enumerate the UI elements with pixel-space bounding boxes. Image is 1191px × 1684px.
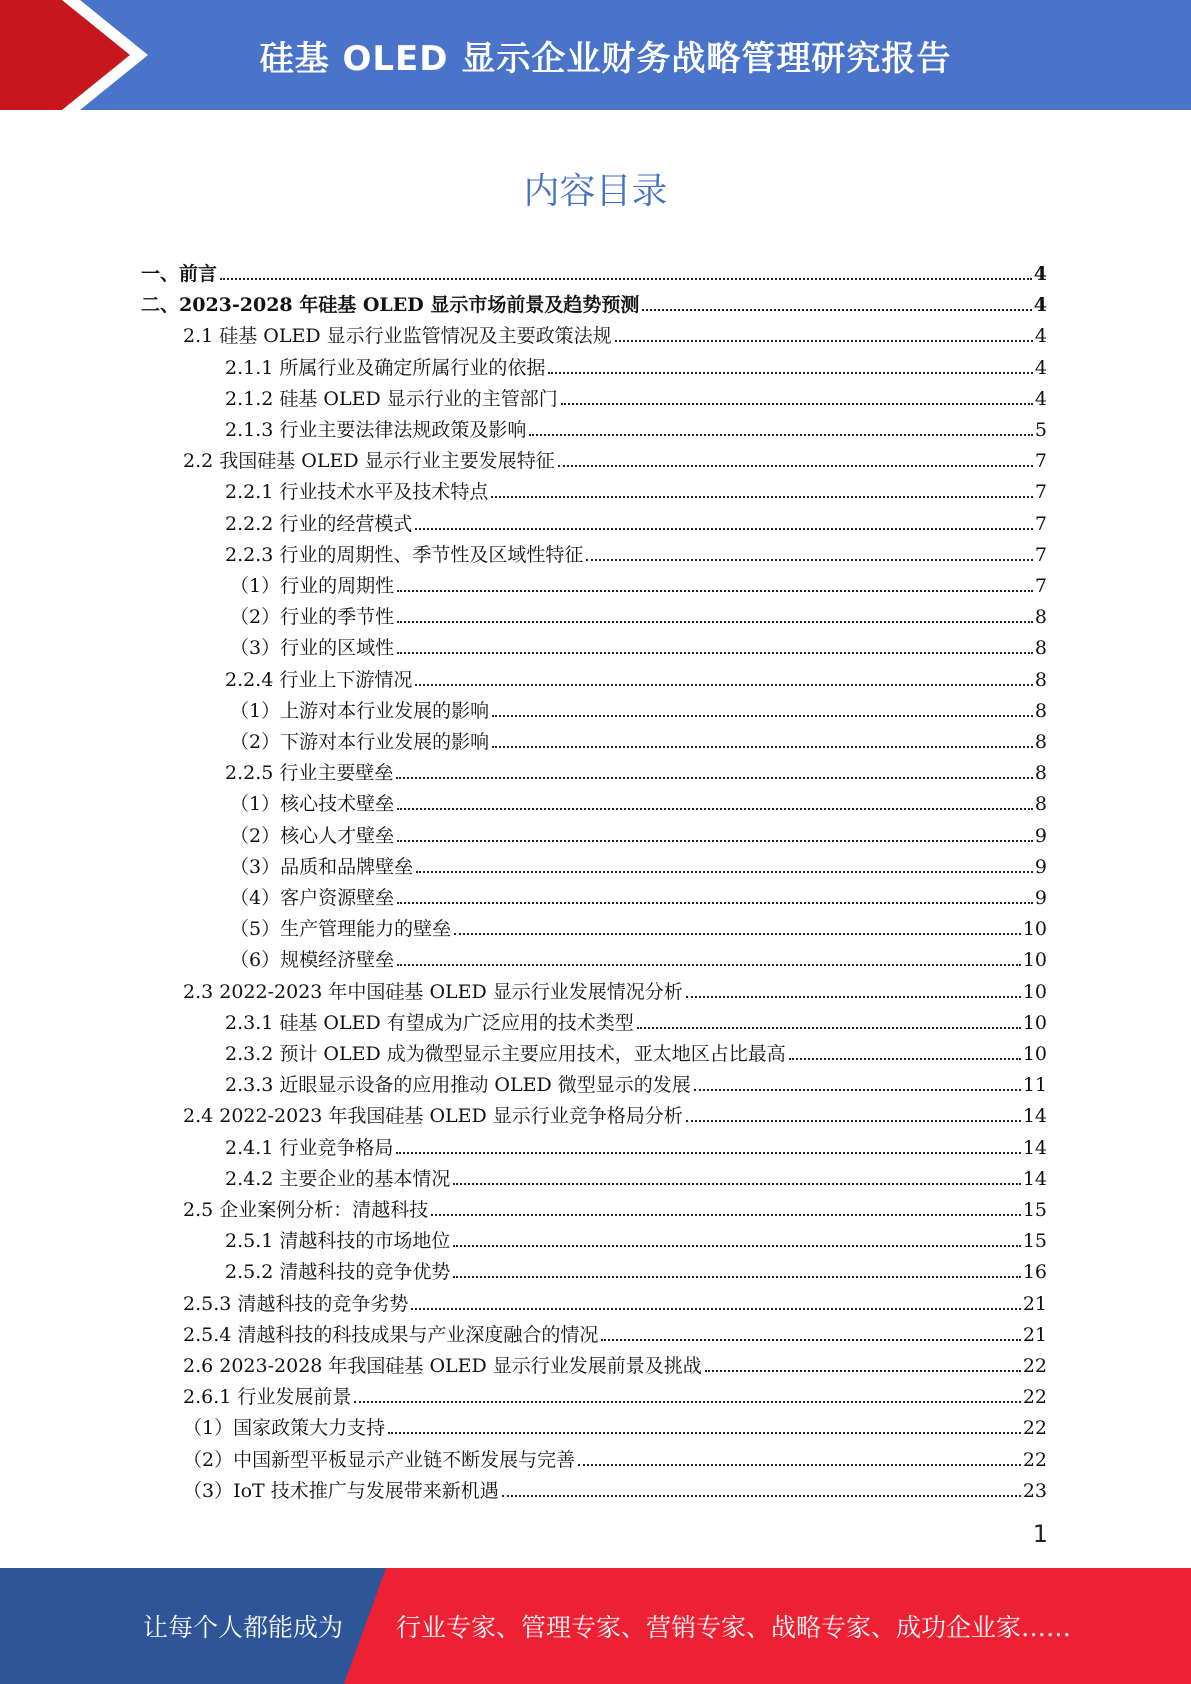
toc-entry-label: 2.2.1 行业技术水平及技术特点 [225, 481, 489, 503]
toc-entry-page: 21 [1022, 1324, 1047, 1346]
page-number: 1 [1032, 1520, 1048, 1548]
toc-entry-page: 4 [1034, 325, 1047, 347]
toc-entry-label: （2）行业的季节性 [230, 606, 395, 628]
toc-dot-leader [492, 746, 1033, 748]
toc-dot-leader [388, 1432, 1021, 1434]
toc-dot-leader [548, 372, 1033, 374]
toc-entry-page: 10 [1022, 1012, 1047, 1034]
toc-entry-label: 2.5.3 清越科技的竞争劣势 [183, 1293, 409, 1315]
toc-entry-page: 7 [1034, 481, 1047, 503]
toc-entry[interactable] [225, 472, 1047, 503]
toc-entry-label: 2.4.2 主要企业的基本情况 [225, 1168, 451, 1190]
toc-dot-leader [411, 1308, 1020, 1310]
toc-entry-page: 15 [1022, 1199, 1047, 1221]
toc-entry-page: 10 [1022, 1043, 1047, 1065]
toc-entry-page: 7 [1034, 544, 1047, 566]
toc-dot-leader [397, 902, 1033, 904]
toc-entry-page: 4 [1034, 388, 1047, 410]
toc-entry-label: 2.5.2 清越科技的竞争优势 [225, 1261, 451, 1283]
toc-entry-label: 2.2.3 行业的周期性、季节性及区域性特征 [225, 544, 584, 566]
toc-entry-label: （3）IoT 技术推广与发展带来新机遇 [183, 1480, 499, 1502]
toc-entry-label: 2.2.2 行业的经营模式 [225, 513, 413, 535]
toc-entry-page: 22 [1022, 1386, 1047, 1408]
toc-entry[interactable] [141, 285, 1047, 316]
toc-entry[interactable] [183, 316, 1047, 347]
toc-dot-leader [578, 1464, 1021, 1466]
toc-entry-label: （1）行业的周期性 [230, 575, 395, 597]
toc-entry[interactable] [183, 1377, 1047, 1408]
toc-entry-page: 8 [1034, 606, 1047, 628]
toc-entry[interactable] [183, 1471, 1047, 1502]
toc-dot-leader [397, 964, 1021, 966]
toc-dot-leader [415, 684, 1033, 686]
footer-roles: 行业专家、管理专家、营销专家、战略专家、成功企业家…… [396, 1613, 1072, 1642]
toc-entry-page: 22 [1022, 1355, 1047, 1377]
toc-entry-label: 2.2.5 行业主要壁垒 [225, 762, 394, 784]
toc-entry-page: 7 [1034, 575, 1047, 597]
toc-dot-leader [686, 1120, 1021, 1122]
toc-dot-leader [397, 840, 1033, 842]
toc-entry-label: （5）生产管理能力的壁垒 [230, 918, 452, 940]
toc-dot-leader [492, 715, 1033, 717]
toc-dot-leader [642, 309, 1031, 311]
toc-dot-leader [397, 621, 1033, 623]
toc-entry[interactable] [183, 1408, 1047, 1439]
toc-entry-page: 22 [1022, 1449, 1047, 1471]
toc-entry[interactable] [230, 628, 1047, 659]
toc-entry-label: 2.2 我国硅基 OLED 显示行业主要发展特征 [183, 450, 555, 472]
toc-entry[interactable] [230, 597, 1047, 628]
toc-entry-label: 2.2.4 行业上下游情况 [225, 669, 413, 691]
toc-entry-page: 14 [1022, 1137, 1047, 1159]
toc-entry[interactable] [230, 847, 1047, 878]
toc-dot-leader [453, 1276, 1020, 1278]
toc-dot-leader [637, 1027, 1021, 1029]
toc-entry[interactable] [225, 1034, 1047, 1065]
toc-entry[interactable] [183, 441, 1047, 472]
toc-entry-label: 2.6 2023-2028 年我国硅基 OLED 显示行业发展前景及挑战 [183, 1355, 702, 1377]
toc-entry[interactable] [225, 504, 1047, 535]
toc-dot-leader [397, 590, 1033, 592]
toc-entry-page: 8 [1034, 637, 1047, 659]
toc-entry[interactable] [230, 940, 1047, 971]
toc-dot-leader [586, 559, 1033, 561]
toc-dot-leader [416, 871, 1033, 873]
toc-entry[interactable] [183, 1096, 1047, 1127]
toc-entry-page: 4 [1034, 357, 1047, 379]
toc-dot-leader [220, 278, 1032, 280]
toc-dot-leader [396, 777, 1033, 779]
toc-entry-label: 2.6.1 行业发展前景 [183, 1386, 352, 1408]
toc-entry[interactable] [225, 1128, 1047, 1159]
toc-dot-leader [396, 1152, 1020, 1154]
toc-entry-page: 8 [1034, 793, 1047, 815]
toc-dot-leader [558, 465, 1033, 467]
toc-entry-label: （3）行业的区域性 [230, 637, 395, 659]
toc-entry[interactable] [183, 1190, 1047, 1221]
toc-entry-page: 8 [1034, 700, 1047, 722]
toc-dot-leader [431, 1214, 1021, 1216]
toc-entry-page: 22 [1022, 1417, 1047, 1439]
toc-entry-page: 7 [1034, 513, 1047, 535]
toc-entry[interactable] [225, 753, 1047, 784]
toc-entry-label: 2.1.2 硅基 OLED 显示行业的主管部门 [225, 388, 558, 410]
header-banner [0, 0, 1191, 110]
toc-entry-label: 一、前言 [141, 263, 218, 285]
toc-entry[interactable] [183, 1284, 1047, 1315]
toc-dot-leader [705, 1370, 1021, 1372]
toc-dot-leader [686, 996, 1021, 998]
toc-dot-leader [415, 528, 1033, 530]
toc-entry-label: （6）规模经济壁垒 [230, 949, 395, 971]
toc-entry-page: 8 [1034, 669, 1047, 691]
toc-entry-label: 2.3.3 近眼显示设备的应用推动 OLED 微型显示的发展 [225, 1074, 691, 1096]
toc-dot-leader [529, 434, 1033, 436]
toc-entry[interactable] [183, 1440, 1047, 1471]
toc-entry[interactable] [183, 972, 1047, 1003]
toc-entry[interactable] [225, 1065, 1047, 1096]
toc-entry-page: 4 [1033, 263, 1047, 285]
toc-entry-page: 11 [1022, 1074, 1047, 1096]
toc-dot-leader [397, 652, 1033, 654]
toc-entry-page: 14 [1022, 1105, 1047, 1127]
toc-entry-label: 2.4.1 行业竞争格局 [225, 1137, 394, 1159]
toc-dot-leader [789, 1058, 1021, 1060]
toc-entry-page: 8 [1034, 762, 1047, 784]
toc-dot-leader [453, 1245, 1020, 1247]
toc-entry[interactable] [225, 348, 1047, 379]
toc-entry-label: 2.3.1 硅基 OLED 有望成为广泛应用的技术类型 [225, 1012, 634, 1034]
toc-entry[interactable] [225, 1003, 1047, 1034]
toc-entry-label: （2）核心人才壁垒 [230, 825, 395, 847]
toc-dot-leader [453, 1183, 1020, 1185]
toc-entry-page: 5 [1034, 419, 1047, 441]
toc-entry[interactable] [230, 816, 1047, 847]
toc-dot-leader [502, 1495, 1021, 1497]
toc-entry[interactable] [141, 254, 1047, 285]
toc-entry-page: 21 [1022, 1293, 1047, 1315]
footer-banner [0, 1568, 1191, 1684]
toc-entry-label: 2.3.2 预计 OLED 成为微型显示主要应用技术，亚太地区占比最高 [225, 1043, 786, 1065]
toc-entry-label: （4）客户资源壁垒 [230, 887, 395, 909]
toc-entry-label: 2.3 2022-2023 年中国硅基 OLED 显示行业发展情况分析 [183, 981, 683, 1003]
toc-dot-leader [561, 403, 1033, 405]
toc-entry-page: 9 [1034, 825, 1047, 847]
document-title: 硅基 OLED 显示企业财务战略管理研究报告 [259, 38, 952, 79]
toc-entry[interactable] [230, 784, 1047, 815]
toc-entry-label: （1）核心技术壁垒 [230, 793, 395, 815]
toc-entry[interactable] [230, 722, 1047, 753]
toc-entry-page: 15 [1022, 1230, 1047, 1252]
toc-entry[interactable] [230, 566, 1047, 597]
toc-dot-leader [694, 1089, 1021, 1091]
toc-entry-label: 2.5.1 清越科技的市场地位 [225, 1230, 451, 1252]
toc-dot-leader [397, 808, 1033, 810]
toc-entry-label: 2.5.4 清越科技的科技成果与产业深度融合的情况 [183, 1324, 599, 1346]
toc-entry-page: 23 [1022, 1480, 1047, 1502]
toc-entry-page: 9 [1034, 887, 1047, 909]
toc-entry[interactable] [225, 535, 1047, 566]
toc-entry[interactable] [230, 878, 1047, 909]
toc-heading: 内容目录 [523, 171, 668, 212]
toc-entry[interactable] [230, 691, 1047, 722]
toc-entry[interactable] [225, 1159, 1047, 1190]
toc-entry[interactable] [225, 410, 1047, 441]
toc-entry-label: 2.1.1 所属行业及确定所属行业的依据 [225, 357, 546, 379]
toc-entry-label: 二、2023-2028 年硅基 OLED 显示市场前景及趋势预测 [141, 294, 640, 316]
toc-entry[interactable] [225, 1221, 1047, 1252]
toc-dot-leader [454, 933, 1021, 935]
toc-dot-leader [615, 340, 1033, 342]
toc-entry-label: （1）上游对本行业发展的影响 [230, 700, 490, 722]
toc-entry-label: （2）下游对本行业发展的影响 [230, 731, 490, 753]
toc-entry-label: （2）中国新型平板显示产业链不断发展与完善 [183, 1449, 576, 1471]
toc-entry-label: 2.1.3 行业主要法律法规政策及影响 [225, 419, 527, 441]
toc-entry-page: 7 [1034, 450, 1047, 472]
toc-entry[interactable] [225, 660, 1047, 691]
toc-entry[interactable] [183, 1346, 1047, 1377]
toc-entry-page: 10 [1022, 981, 1047, 1003]
toc-entry-page: 8 [1034, 731, 1047, 753]
toc-entry-page: 10 [1022, 949, 1047, 971]
toc-entry-label: （1）国家政策大力支持 [183, 1417, 386, 1439]
toc-dot-leader [354, 1401, 1020, 1403]
toc-entry-page: 4 [1033, 294, 1047, 316]
toc-entry-label: 2.1 硅基 OLED 显示行业监管情况及主要政策法规 [183, 325, 612, 347]
toc-entry[interactable] [225, 1252, 1047, 1283]
toc-dot-leader [491, 496, 1033, 498]
toc-entry[interactable] [230, 909, 1047, 940]
toc-entry-page: 14 [1022, 1168, 1047, 1190]
toc-entry-page: 16 [1022, 1261, 1047, 1283]
toc-entry-label: 2.5 企业案例分析：清越科技 [183, 1199, 429, 1221]
toc-entry[interactable] [225, 379, 1047, 410]
toc-entry-page: 10 [1022, 918, 1047, 940]
toc-entry-label: （3）品质和品牌壁垒 [230, 856, 414, 878]
toc-entry[interactable] [183, 1315, 1047, 1346]
footer-slogan: 让每个人都能成为 [143, 1613, 344, 1642]
toc-dot-leader [601, 1339, 1020, 1341]
toc-entry-page: 9 [1034, 856, 1047, 878]
toc-entry-label: 2.4 2022-2023 年我国硅基 OLED 显示行业竞争格局分析 [183, 1105, 683, 1127]
